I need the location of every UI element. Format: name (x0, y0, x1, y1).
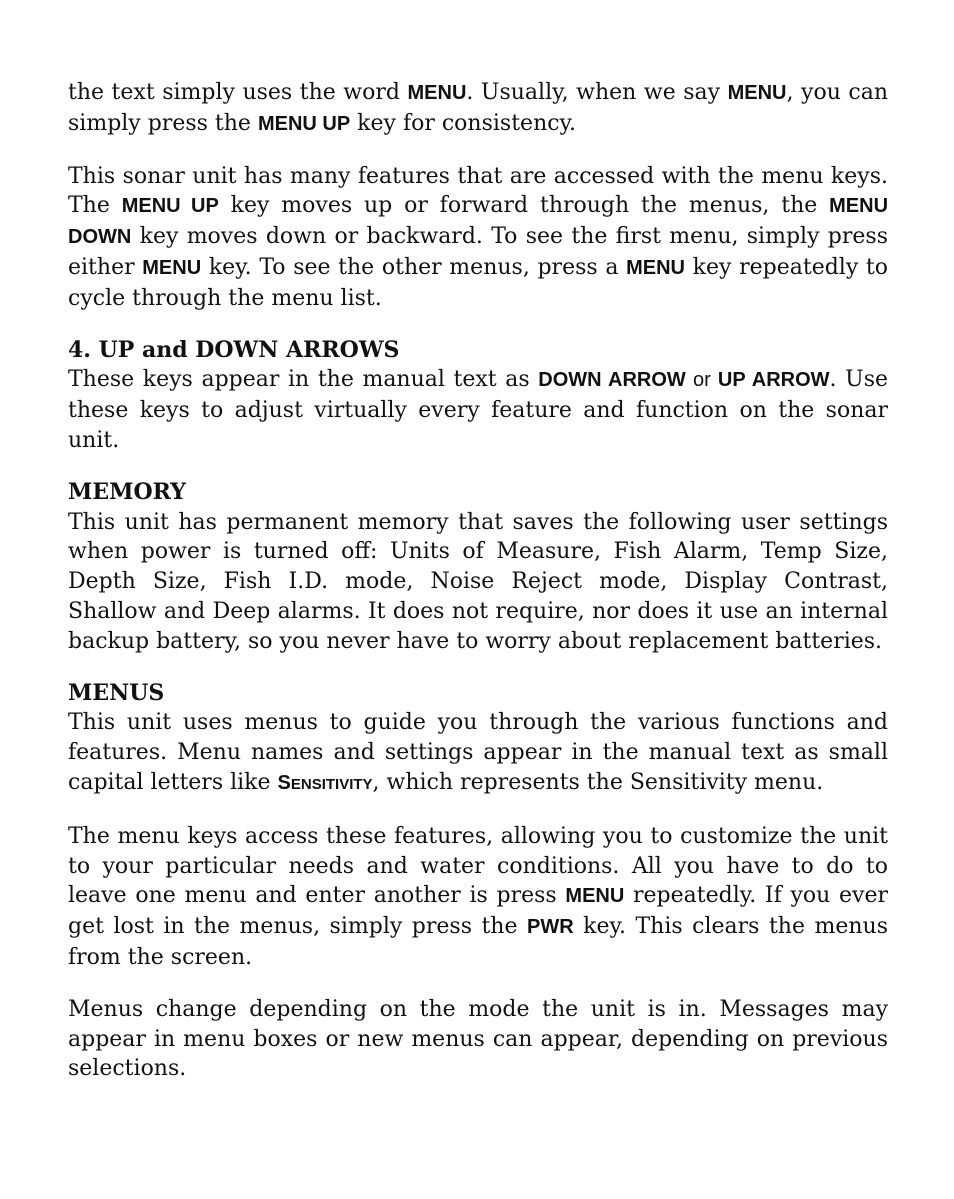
key-name-down-arrow: DOWN ARROW (538, 369, 686, 392)
key-name-menu: MENU (407, 82, 467, 104)
key-name-menu: MENU (565, 885, 625, 908)
key-name-menu-up: MENU UP (257, 112, 351, 135)
text-segment: key. To see the other menus, press a (201, 254, 627, 280)
key-name-menu: MENU (626, 256, 685, 279)
paragraph-memory: This unit has permanent memory that saves the following user settings when power is turned off: Units of Measure, Fish Alarm, Temp Size, Depth Size, Fish I.D. mode, Noise Reject mode, Display Contrast, Shallow and Deep alarms. It does not require, nor does it use an internal backup battery, so you never have to worry about replacement batteries. (68, 509, 888, 654)
text-segment: key for consistency. (350, 110, 577, 136)
paragraph-menu-access (68, 822, 888, 973)
key-name-menu-up: MENU UP (121, 195, 219, 218)
text-segment: , you can simply press the (68, 80, 888, 136)
text-segment: . Usually, when we say (466, 80, 728, 105)
paragraph-menu-word (68, 78, 888, 140)
key-name-menu: MENU (727, 82, 787, 104)
text-segment: This unit uses menus to guide you through the various functions and features. Menu names and settings appear in the manual text as small capital letters like (68, 710, 888, 795)
key-name-pwr: PWR (527, 916, 574, 939)
text-segment: These keys appear in the manual text as (68, 367, 539, 393)
key-name-up-arrow: UP ARROW (717, 369, 830, 392)
text-segment: The menu keys access these features, allowing you to customize the unit to your particular needs and water conditions. All you have to do to leave one menu and enter another is press (68, 823, 888, 909)
text-segment: key moves down or backward. To see the first menu, simply press either (68, 224, 888, 280)
text-segment: , which represents the Sensitivity menu. (372, 769, 824, 795)
text-segment: . Use these keys to adjust virtually every feature and function on the sonar unit. (68, 367, 888, 453)
text-segment: repeatedly. If you ever get lost in the menus, simply press the (68, 883, 888, 940)
text-segment: the text simply uses the word (68, 80, 408, 105)
text-segment-or: or (685, 369, 718, 392)
section-menus (68, 679, 888, 800)
text-segment: key repeatedly to cycle through the menu list. (68, 254, 888, 311)
paragraph-arrows (68, 365, 888, 455)
text-segment: key. This clears the menus from the screen. (68, 914, 888, 970)
paragraph-menus-change: Menus change depending on the mode the unit is in. Messages may appear in menu boxes or new menus can appear, depending on previous selections. (68, 996, 888, 1082)
manual-page (68, 78, 888, 1106)
key-name-menu-down: MENU DOWN (68, 195, 889, 249)
paragraph-menus (68, 708, 888, 799)
small-caps-initial: S (277, 771, 291, 794)
text-segment: key moves up or forward through the menus, the (218, 193, 830, 219)
paragraph-menu-keys (68, 162, 888, 314)
text-segment: This sonar unit has many features that are accessed with the menu keys. The (68, 163, 888, 219)
section-heading-memory: MEMORY (68, 478, 186, 505)
section-heading-menus: MENUS (68, 679, 165, 706)
section-heading-arrows: 4. UP and DOWN ARROWS (68, 336, 400, 363)
small-caps-rest: ENSITIVITY (290, 775, 373, 793)
section-arrows (68, 336, 888, 456)
section-memory (68, 478, 888, 657)
menu-name-sensitivity (277, 771, 373, 794)
key-name-menu: MENU (142, 256, 202, 279)
